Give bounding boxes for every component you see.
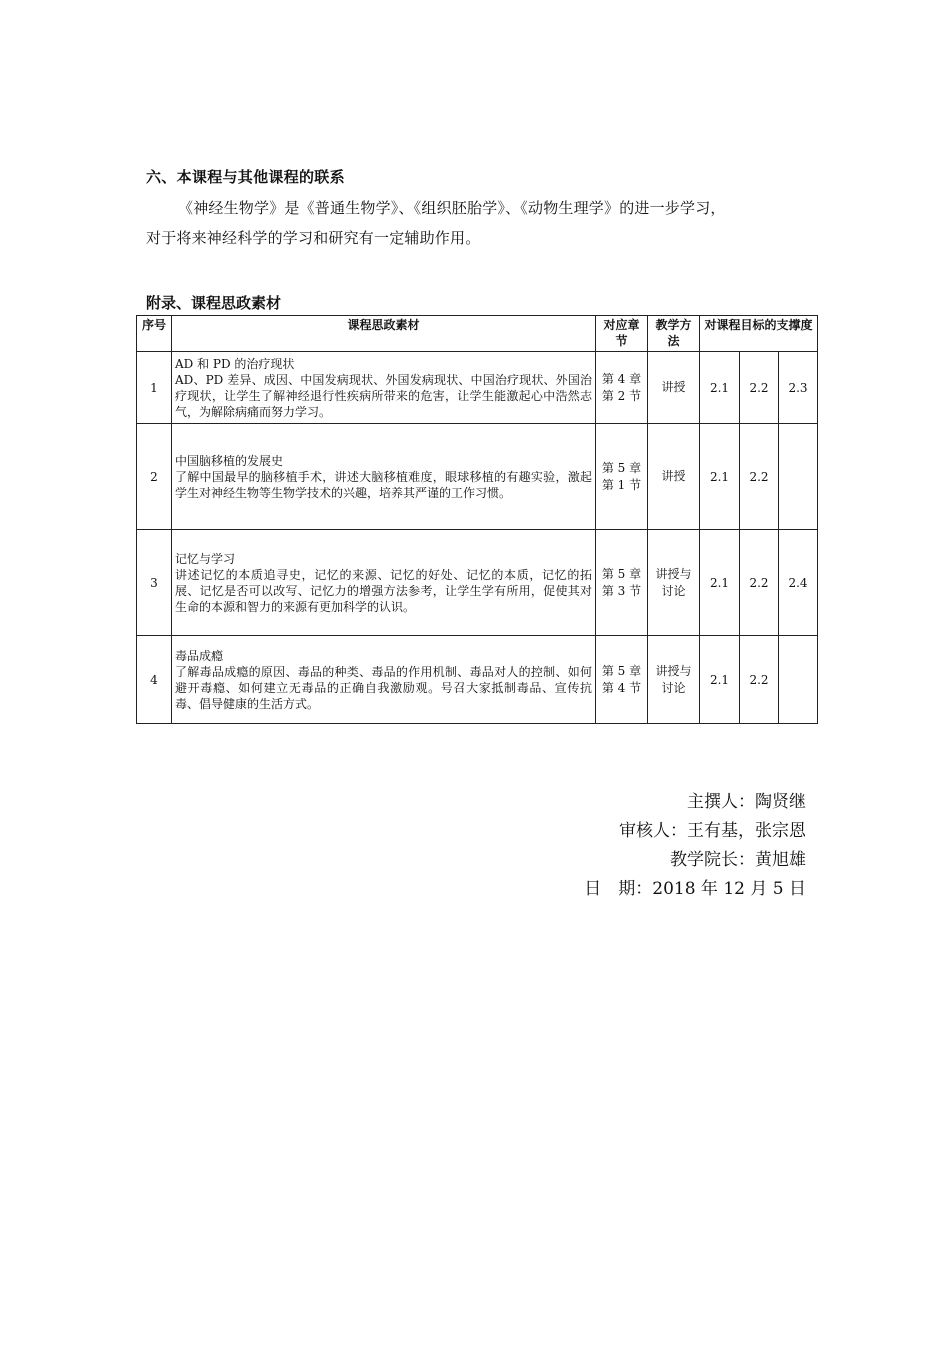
method-cell: 讲授与讨论 — [648, 530, 700, 636]
method-cell: 讲授 — [648, 352, 700, 424]
material-description: 了解中国最早的脑移植手术，讲述大脑移植难度，眼球移植的有趣实验，激起学生对神经生物等生物学技术的兴趣，培养其严谨的工作习惯。 — [175, 469, 592, 500]
dean-line: 教学院长：黄旭雄 — [670, 850, 806, 870]
paragraph-line: 《神经生物学》是《普通生物学》、《组织胚胎学》、《动物生理学》的进一步学习， — [178, 199, 726, 217]
goal-cell: 2.1 — [700, 530, 740, 636]
header-method: 教学方法 — [648, 316, 700, 352]
material-cell — [172, 352, 596, 424]
appendix-title: 附录、课程思政素材 — [146, 294, 282, 312]
row-number: 1 — [137, 352, 172, 424]
header-material: 课程思政素材 — [172, 316, 596, 352]
material-description: AD、PD 差异、成因、中国发病现状、外国发病现状、中国治疗现状、外国治疗现状，让学生了解神经退行性疾病所带来的危害，让学生能激起心中浩然志气，为解除病痛而努力学习。 — [175, 372, 592, 419]
material-title: 毒品成瘾 — [175, 648, 224, 663]
goal-cell: 2.3 — [779, 352, 818, 424]
material-description: 了解毒品成瘾的原因、毒品的种类、毒品的作用机制、毒品对人的控制、如何避开毒瘾、如何建立无毒品的正确自我激励观。号召大家抵制毒品、宣传抗毒、倡导健康的生活方式。 — [175, 664, 592, 711]
signature-block — [584, 788, 806, 904]
row-number: 2 — [137, 424, 172, 530]
table-row — [137, 530, 818, 636]
header-chapter: 对应章节 — [596, 316, 648, 352]
goal-cell: 2.1 — [700, 424, 740, 530]
goal-cell: 2.1 — [700, 352, 740, 424]
author-line: 主撰人：陶贤继 — [687, 792, 806, 812]
goal-cell: 2.2 — [740, 636, 779, 724]
goal-cell — [779, 636, 818, 724]
material-cell — [172, 424, 596, 530]
method-cell: 讲授 — [648, 424, 700, 530]
chapter-cell: 第 5 章第 3 节 — [596, 530, 648, 636]
goal-cell: 2.1 — [700, 636, 740, 724]
goal-cell: 2.2 — [740, 424, 779, 530]
table-row — [137, 352, 818, 424]
material-title: AD 和 PD 的治疗现状 — [175, 356, 295, 371]
ideology-materials-table — [136, 315, 818, 724]
material-cell — [172, 636, 596, 724]
chapter-cell: 第 4 章第 2 节 — [596, 352, 648, 424]
method-cell: 讲授与讨论 — [648, 636, 700, 724]
goal-cell — [779, 424, 818, 530]
date-line: 日 期：2018 年 12 月 5 日 — [584, 879, 806, 899]
course-relation-paragraph — [146, 193, 810, 253]
goal-cell: 2.2 — [740, 530, 779, 636]
header-goals: 对课程目标的支撑度 — [700, 316, 818, 352]
header-no: 序号 — [137, 316, 172, 352]
material-title: 记忆与学习 — [175, 551, 236, 566]
section-title: 六、本课程与其他课程的联系 — [146, 168, 345, 186]
reviewers-line: 审核人：王有基，张宗恩 — [619, 821, 806, 841]
goal-cell: 2.4 — [779, 530, 818, 636]
paragraph-line: 对于将来神经科学的学习和研究有一定辅助作用。 — [146, 229, 481, 247]
chapter-cell: 第 5 章第 1 节 — [596, 424, 648, 530]
row-number: 3 — [137, 530, 172, 636]
chapter-cell: 第 5 章第 4 节 — [596, 636, 648, 724]
material-title: 中国脑移植的发展史 — [175, 453, 284, 468]
material-cell — [172, 530, 596, 636]
material-description: 讲述记忆的本质追寻史，记忆的来源、记忆的好处、记忆的本质，记忆的拓展、记忆是否可以改写、记忆力的增强方法参考，让学生学有所用，促使其对生命的本源和智力的来源有更加科学的认识。 — [175, 567, 592, 614]
table-header-row — [137, 316, 818, 352]
row-number: 4 — [137, 636, 172, 724]
goal-cell: 2.2 — [740, 352, 779, 424]
table-row — [137, 636, 818, 724]
table-row — [137, 424, 818, 530]
